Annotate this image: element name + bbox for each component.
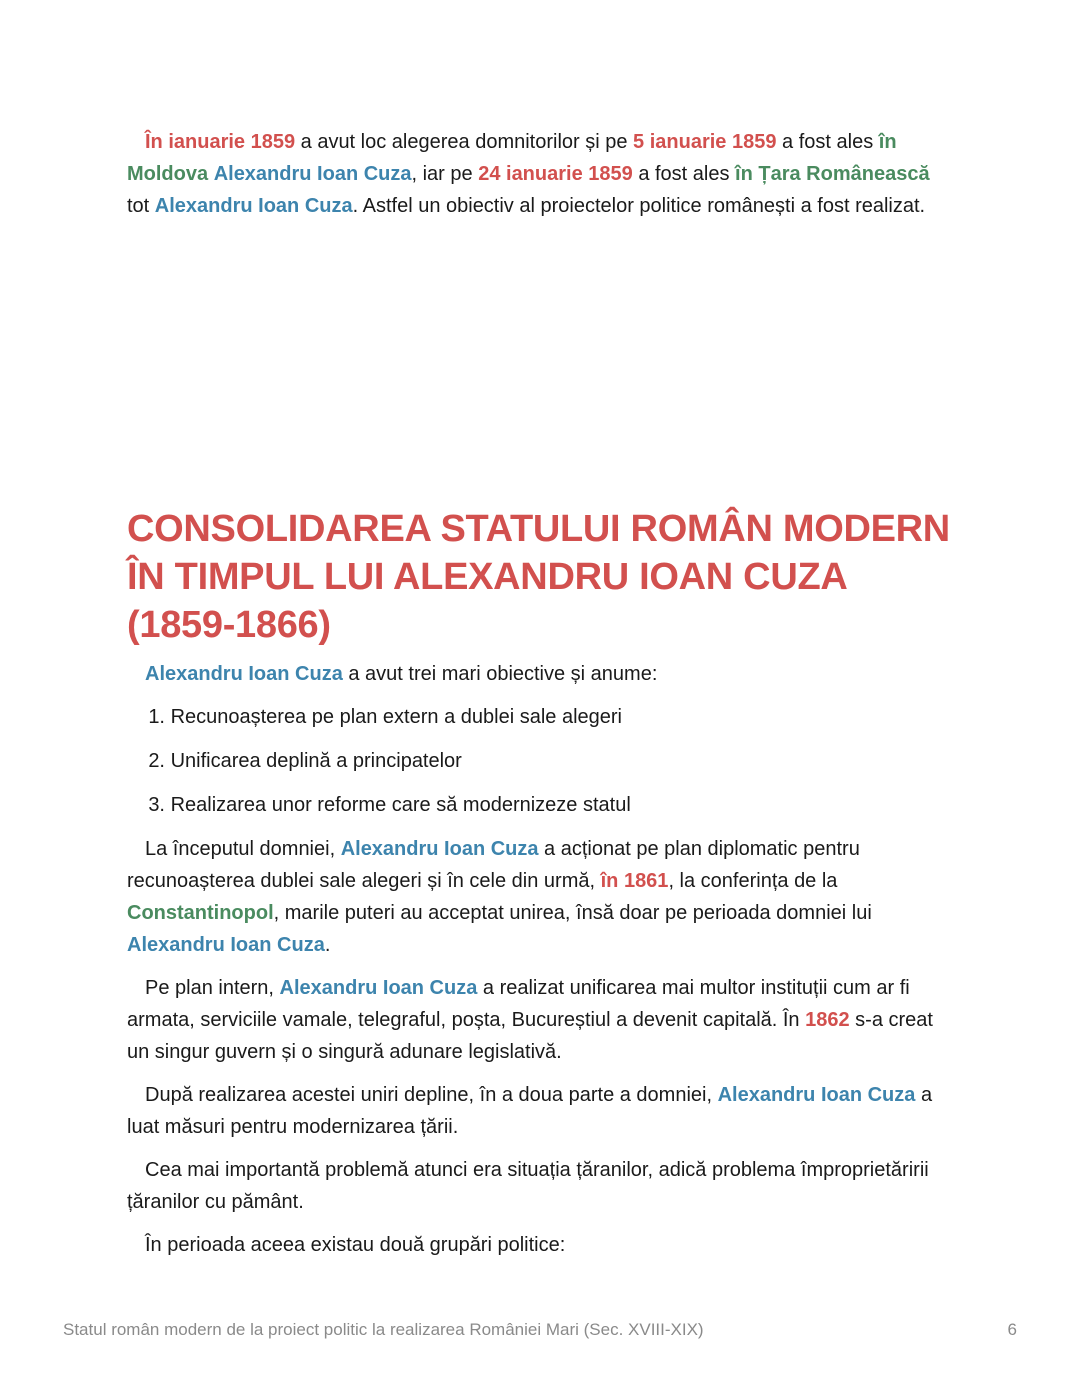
- text-run: s-a creat un singur guvern și o singură adunare legislativă.: [127, 1009, 933, 1063]
- list-item-label: Recunoașterea pe plan extern a dublei sale alegeri: [170, 706, 622, 728]
- internal-policy-paragraph: [127, 972, 957, 1068]
- person-highlight: Alexandru Ioan Cuza: [154, 195, 353, 217]
- list-item: [127, 701, 957, 733]
- text-run: a fost ales: [632, 163, 736, 185]
- section-body: [127, 658, 957, 1272]
- text-run: , la conferința de la: [668, 870, 838, 892]
- person-highlight: Alexandru Ioan Cuza: [279, 977, 478, 999]
- list-item-text: [165, 745, 462, 777]
- text-run: a luat măsuri pentru modernizarea țării.: [127, 1084, 933, 1138]
- date-highlight: 5 ianuarie 1859: [633, 131, 777, 153]
- text-run: a fost ales: [776, 131, 879, 153]
- text-run: a acționat pe plan diplomatic pentru recunoașterea dublei sale alegeri și în cele din urmă,: [127, 838, 860, 892]
- list-item-label: Unificarea deplină a principatelor: [170, 750, 462, 772]
- text-run: .: [324, 934, 331, 956]
- objectives-list: [127, 701, 957, 821]
- list-item: [127, 789, 957, 821]
- section-heading: CONSOLIDAREA STATULUI ROMÂN MODERN ÎN TIMPUL LUI ALEXANDRU IOAN CUZA (1859-1866): [127, 508, 950, 646]
- text-run: a avut loc alegerea domnitorilor și pe: [295, 131, 634, 153]
- place-highlight: în Moldova: [127, 131, 897, 185]
- list-item-number: 3.: [148, 794, 165, 816]
- person-highlight: Alexandru Ioan Cuza: [340, 838, 539, 860]
- list-item: [127, 745, 957, 777]
- place-highlight: Constantinopol: [127, 902, 274, 924]
- text-run: La începutul domniei,: [145, 838, 341, 860]
- person-highlight: Alexandru Ioan Cuza: [127, 934, 325, 956]
- text-run: , marile puteri au acceptat unirea, însă doar pe perioada domniei lui: [273, 902, 872, 924]
- modernization-paragraph: [127, 1079, 957, 1143]
- footer-title: Statul român modern de la proiect politic la realizarea României Mari (Sec. XVIII-XIX): [63, 1320, 704, 1339]
- list-item-text: [165, 789, 631, 821]
- text-run: tot: [127, 195, 155, 217]
- page-footer: [63, 1318, 1017, 1342]
- text-run: După realizarea acestei uniri depline, în a doua parte a domniei,: [145, 1084, 718, 1106]
- place-highlight: în Țara Românească: [735, 163, 930, 185]
- date-highlight: 1862: [805, 1009, 850, 1031]
- diplomacy-paragraph: [127, 833, 957, 961]
- intro-paragraph: [127, 126, 957, 222]
- page-number: 6: [1007, 1320, 1017, 1339]
- date-highlight: 24 ianuarie 1859: [478, 163, 633, 185]
- list-item-label: Realizarea unor reforme care să modernizeze statul: [170, 794, 631, 816]
- peasant-problem-paragraph: Cea mai importantă problemă atunci era situația țăranilor, adică problema împroprietăririi țăranilor cu pământ.: [127, 1159, 929, 1213]
- person-highlight: Alexandru Ioan Cuza: [145, 663, 343, 685]
- date-highlight: În ianuarie 1859: [145, 131, 296, 153]
- text-run: a avut trei mari obiective și anume:: [342, 663, 658, 685]
- text-run: , iar pe: [411, 163, 479, 185]
- text-run: a realizat unificarea mai multor instituții cum ar fi armata, serviciile vamale, telegraful, poșta, Bucureștiul a devenit capitală. În: [127, 977, 910, 1031]
- text-run: . Astfel un obiectiv al proiectelor politice românești a fost realizat.: [352, 195, 926, 217]
- list-item-number: 1.: [148, 706, 165, 728]
- list-item-number: 2.: [148, 750, 165, 772]
- person-highlight: Alexandru Ioan Cuza: [213, 163, 412, 185]
- political-groups-paragraph: În perioada aceea existau două grupări politice:: [145, 1234, 566, 1256]
- text-run: Pe plan intern,: [145, 977, 280, 999]
- person-highlight: Alexandru Ioan Cuza: [717, 1084, 916, 1106]
- date-highlight: în 1861: [600, 870, 669, 892]
- list-item-text: [165, 701, 622, 733]
- objectives-intro-paragraph: [127, 658, 957, 690]
